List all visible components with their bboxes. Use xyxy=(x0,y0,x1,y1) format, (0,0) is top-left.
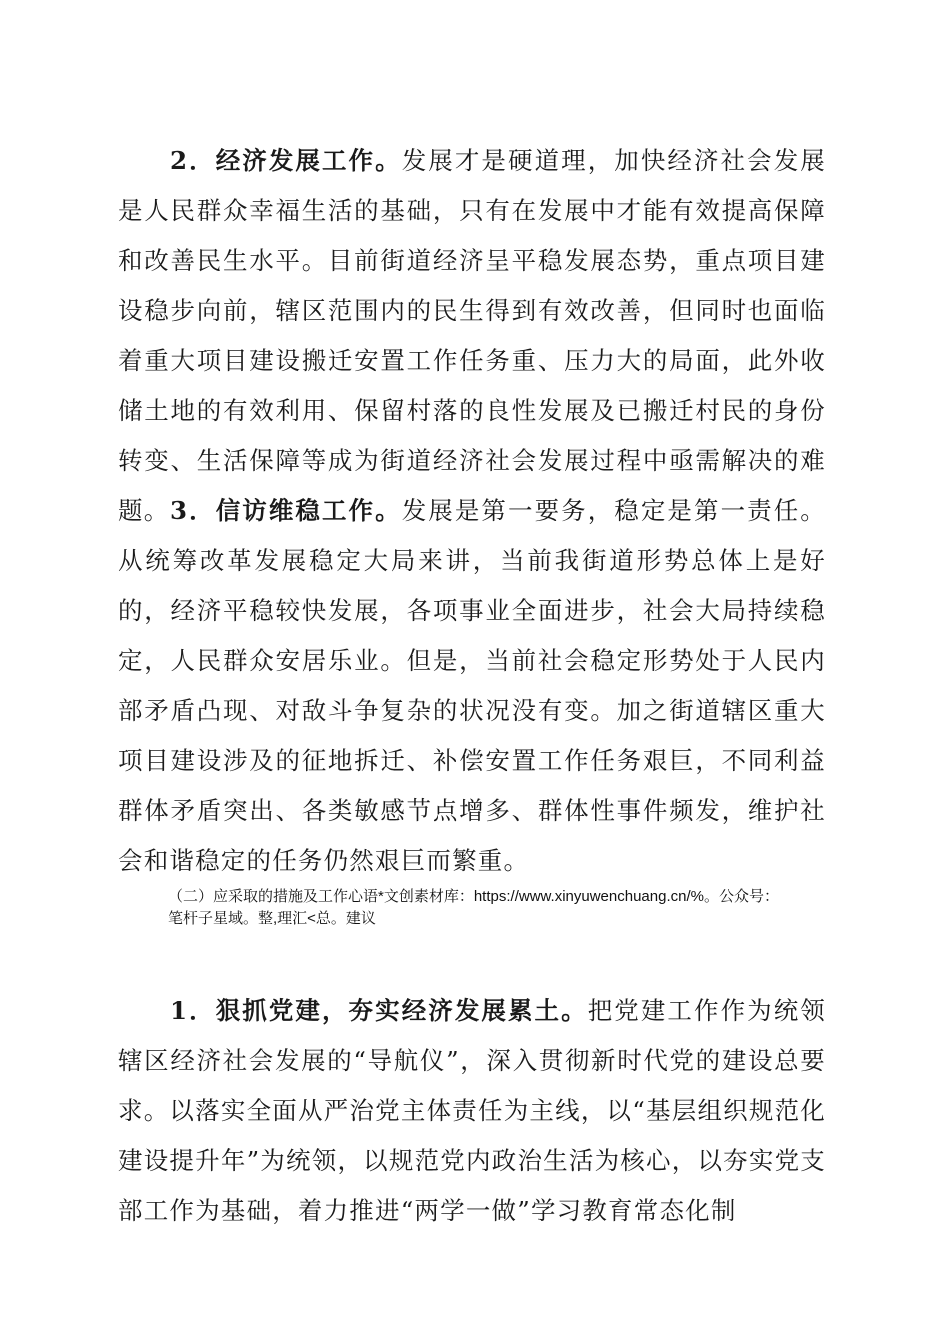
note-line-2: 笔杆子星域。整,理汇<总。建议 xyxy=(168,910,376,927)
section-subheading-note xyxy=(168,886,836,930)
paragraph-heading: 1．狠抓党建，夯实经济发展累土。 xyxy=(170,996,588,1025)
paragraph-petition-stability xyxy=(118,486,826,886)
paragraph-party-building xyxy=(118,986,826,1236)
note-line-1: （二）应采取的措施及工作心语*文创素材库：https://www.xinyuwenchuang.cn/%。公众号： xyxy=(168,888,779,905)
paragraph-heading: 2．经济发展工作。 xyxy=(170,146,402,175)
paragraph-body: 发展才是硬道理，加快经济社会发展是人民群众幸福生活的基础，只有在发展中才能有效提高保障和改善民生水平。目前街道经济呈平稳发展态势，重点项目建设稳步向前，辖区范围内的民生得到有效改善，但同时也面临着重大项目建设搬迁安置工作任务重、压力大的局面，此外收储土地的有效利用、保留村落的良性发展及已搬迁村民的身份转变、生活保障等成为街道经济社会发展过程中亟需解决的难题。 xyxy=(118,146,826,525)
paragraph-heading: 3．信访维稳工作。 xyxy=(170,496,402,525)
paragraph-body: 把党建工作作为统领辖区经济社会发展的“导航仪”，深入贯彻新时代党的建设总要求。以落实全面从严治党主体责任为主线，以“基层组织规范化建设提升年”为统领，以规范党内政治生活为核心，以夯实党支部工作为基础，着力推进“两学一做”学习教育常态化制 xyxy=(118,996,826,1225)
paragraph-body: 发展是第一要务，稳定是第一责任。从统筹改革发展稳定大局来讲，当前我街道形势总体上是好的，经济平稳较快发展，各项事业全面进步，社会大局持续稳定，人民群众安居乐业。但是，当前社会稳定形势处于人民内部矛盾凸现、对敌斗争复杂的状况没有变。加之街道辖区重大项目建设涉及的征地拆迁、补偿安置工作任务艰巨，不同利益群体矛盾突出、各类敏感节点增多、群体性事件频发，维护社会和谐稳定的任务仍然艰巨而繁重。 xyxy=(118,496,826,875)
paragraph-economic-development xyxy=(118,136,826,536)
